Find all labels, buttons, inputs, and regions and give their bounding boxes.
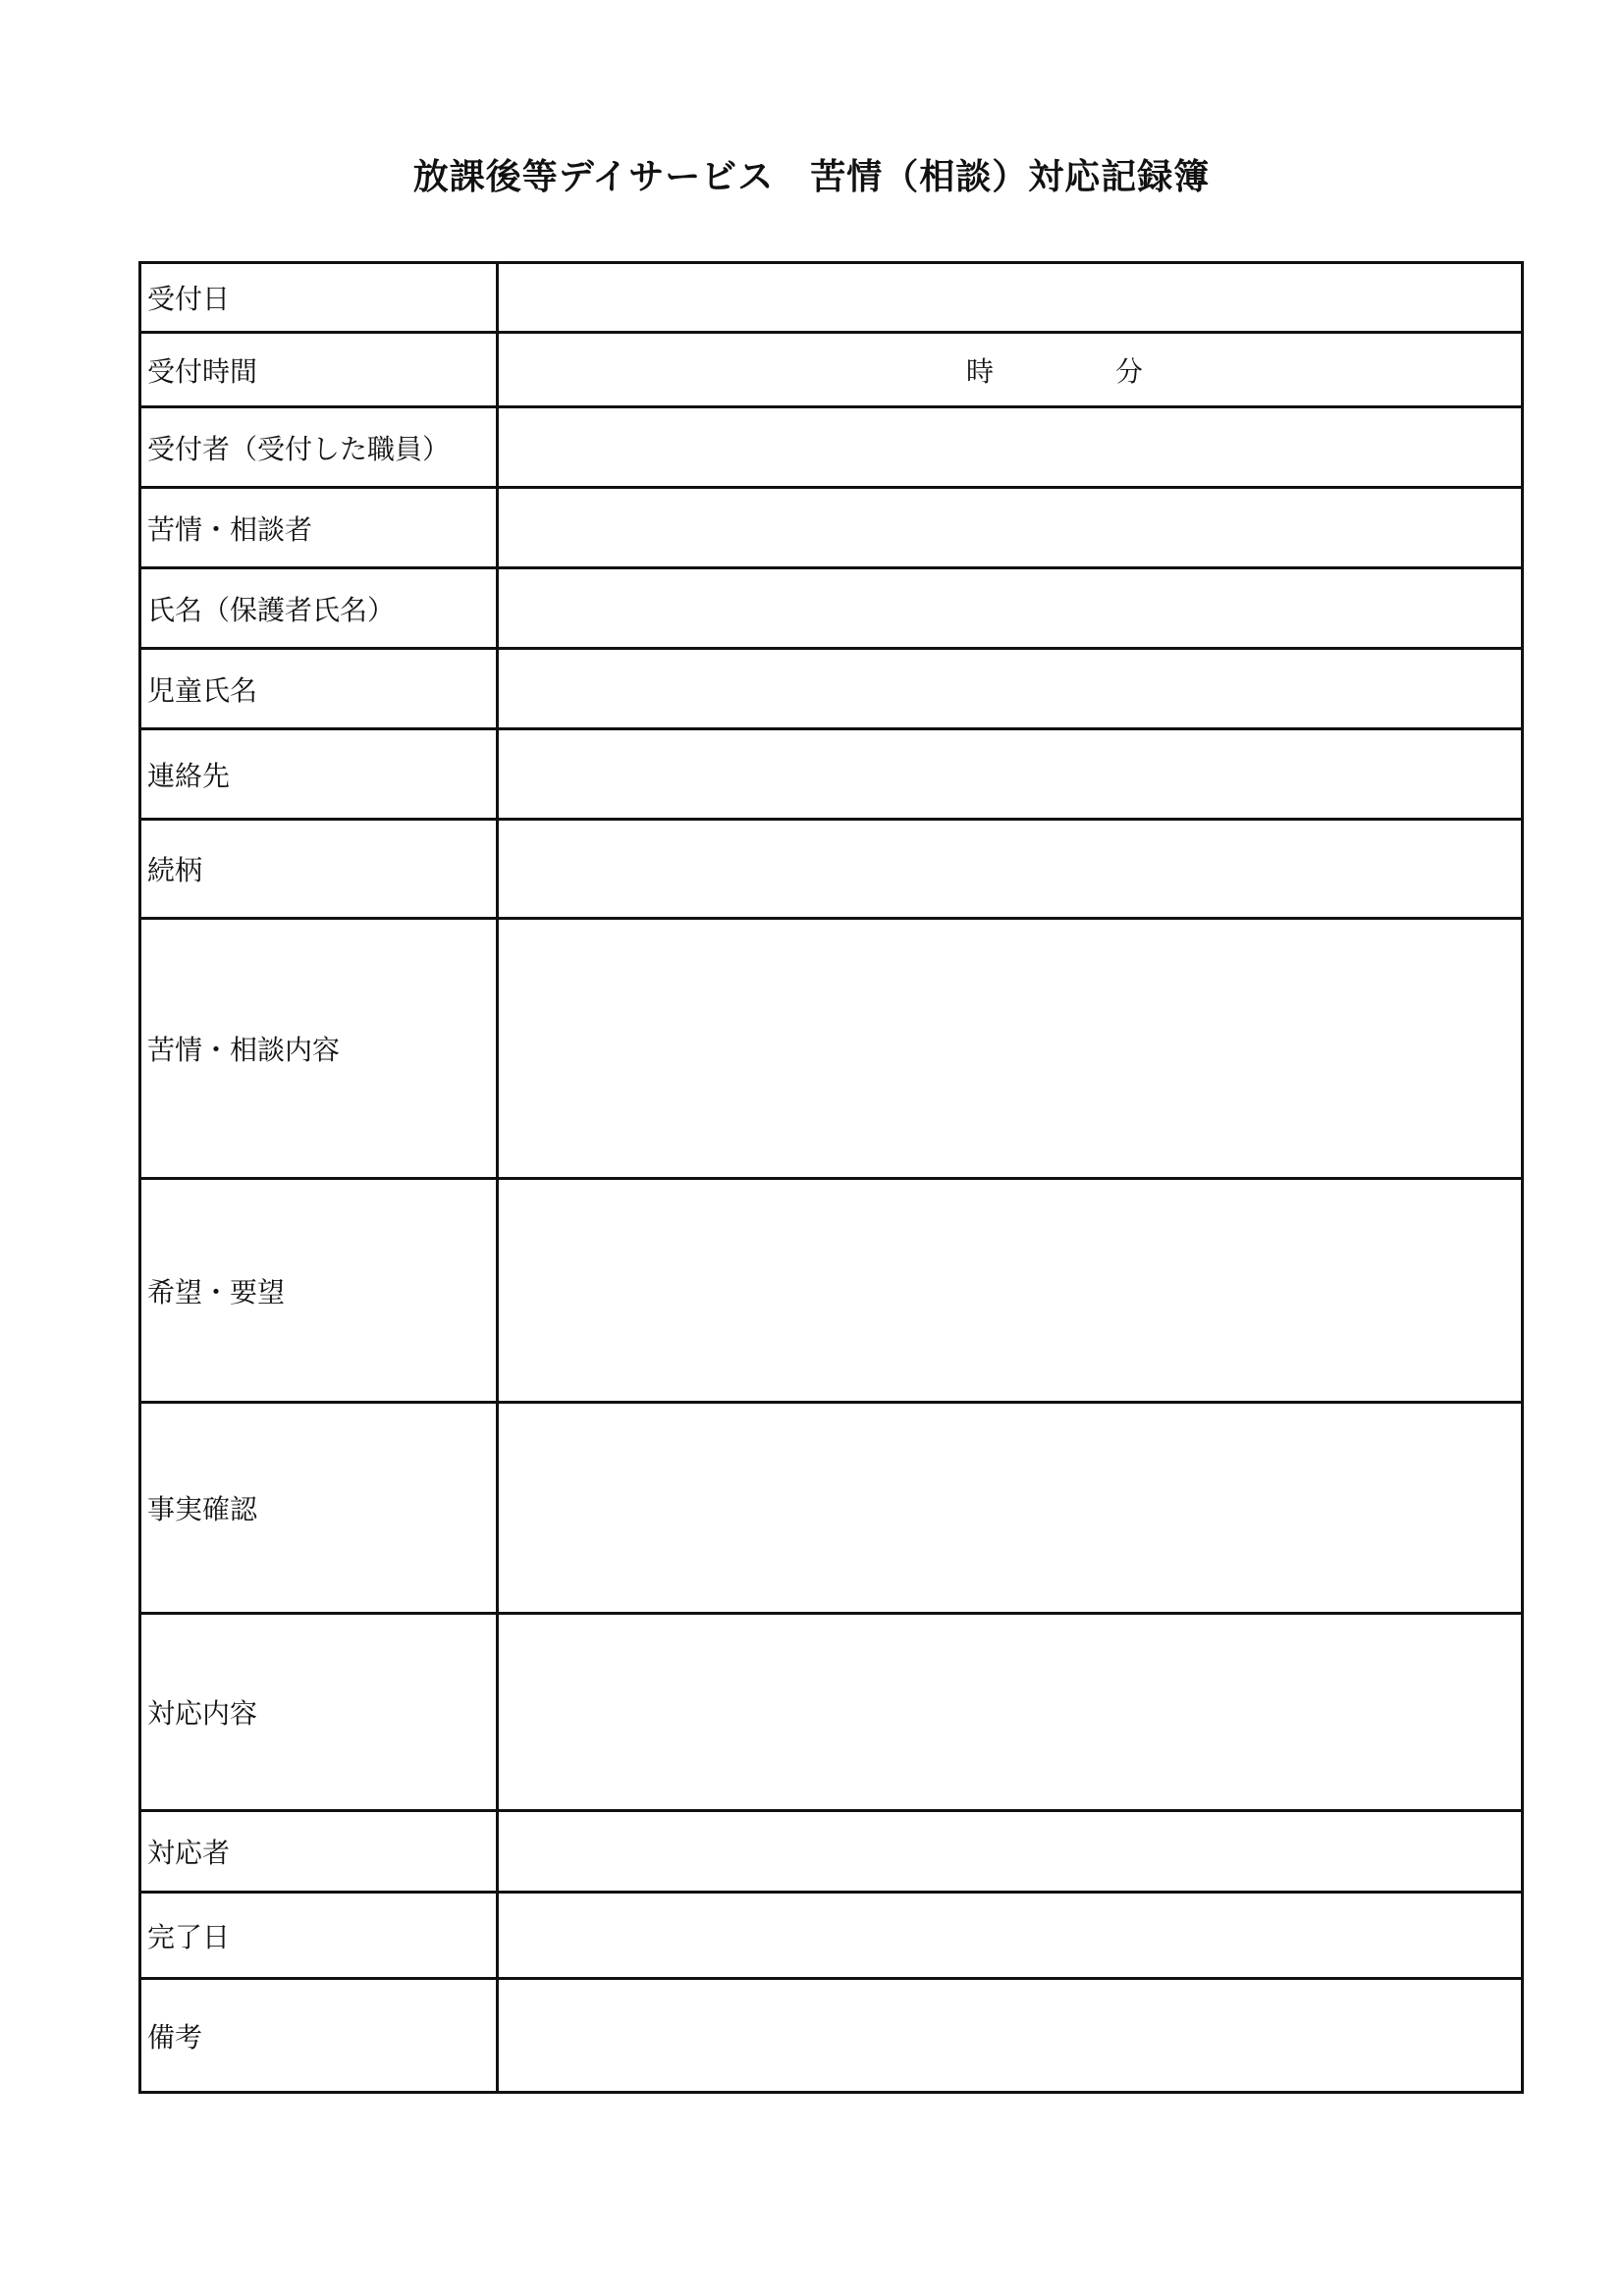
field-relationship[interactable] [498,820,1523,919]
label-relationship: 続柄 [140,820,498,919]
field-child-name[interactable] [498,649,1523,729]
label-contact: 連絡先 [140,729,498,820]
form-row-reception-time [140,333,1523,407]
field-contact[interactable] [498,729,1523,820]
form-row-receiver [140,407,1523,488]
form-row-requests [140,1179,1523,1403]
document-title: 放課後等デイサービス 苦情（相談）対応記録簿 [412,157,1211,197]
form-row-fact-check [140,1403,1523,1614]
label-completion-date: 完了日 [140,1893,498,1979]
form-row-relationship [140,820,1523,919]
form-row-reception-date [140,263,1523,333]
form-row-response-content [140,1614,1523,1811]
form-row-complainant [140,488,1523,568]
time-minute-unit: 分 [1115,354,1144,388]
label-remarks: 備考 [140,1979,498,2093]
time-hour-unit: 時 [966,354,995,388]
label-child-name: 児童氏名 [140,649,498,729]
field-complainant[interactable] [498,488,1523,568]
field-guardian-name[interactable] [498,568,1523,649]
label-guardian-name: 氏名（保護者氏名） [140,568,498,649]
field-fact-check[interactable] [498,1403,1523,1614]
field-reception-date[interactable] [498,263,1523,333]
form-row-contact [140,729,1523,820]
form-row-complaint-content [140,919,1523,1179]
form-row-guardian-name [140,568,1523,649]
label-complainant: 苦情・相談者 [140,488,498,568]
field-requests[interactable] [498,1179,1523,1403]
form-row-completion-date [140,1893,1523,1979]
complaint-record-form [138,261,1524,2094]
label-receiver: 受付者（受付した職員） [140,407,498,488]
field-receiver[interactable] [498,407,1523,488]
field-response-content[interactable] [498,1614,1523,1811]
label-responder: 対応者 [140,1811,498,1893]
form-row-responder [140,1811,1523,1893]
field-remarks[interactable] [498,1979,1523,2093]
label-response-content: 対応内容 [140,1614,498,1811]
field-complaint-content[interactable] [498,919,1523,1179]
label-requests: 希望・要望 [140,1179,498,1403]
label-reception-date: 受付日 [140,263,498,333]
field-reception-time[interactable] [498,333,1523,407]
form-row-remarks [140,1979,1523,2093]
form-row-child-name [140,649,1523,729]
field-responder[interactable] [498,1811,1523,1893]
field-completion-date[interactable] [498,1893,1523,1979]
label-fact-check: 事実確認 [140,1403,498,1614]
label-reception-time: 受付時間 [140,333,498,407]
label-complaint-content: 苦情・相談内容 [140,919,498,1179]
